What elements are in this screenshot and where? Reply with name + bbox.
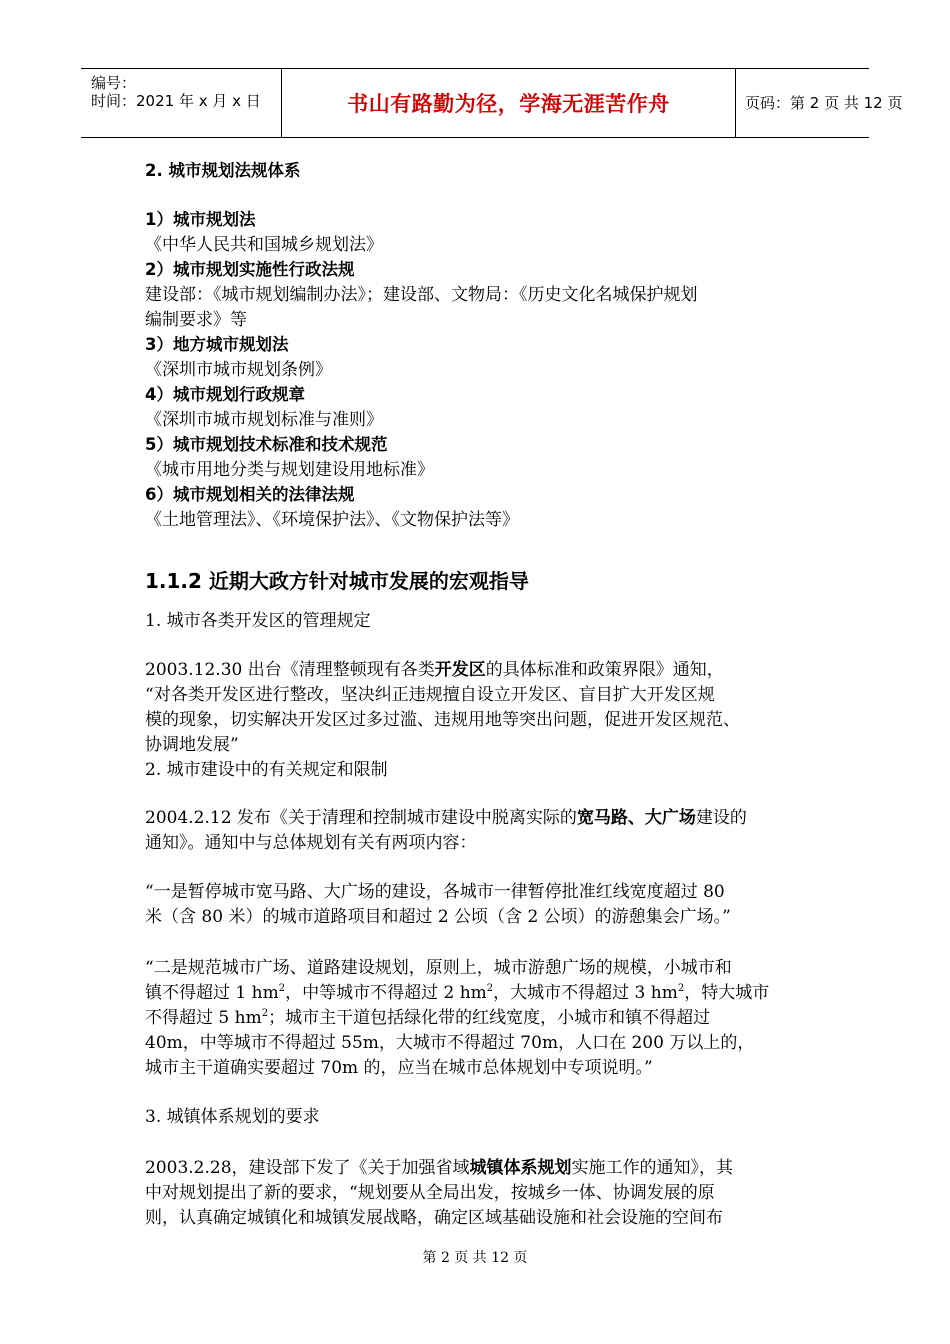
document-time-label: 时间：2021 年 x 月 x 日 xyxy=(91,92,261,110)
paragraph-line xyxy=(145,659,724,681)
quote-line: “二是规范城市广场、道路建设规划，原则上，城市游憩广场的规模，小城市和 xyxy=(145,958,732,978)
subsection-title: 1. 城市各类开发区的管理规定 xyxy=(145,611,371,631)
quote-line: 40m，中等城市不得超过 55m，大城市不得超过 70m，人口在 200 万以上的， xyxy=(145,1033,755,1053)
header-page-info: 页码：第 2 页 共 12 页 xyxy=(745,94,903,112)
paragraph-line xyxy=(145,807,747,829)
list-item-text: 《深圳市城市规划条例》 xyxy=(145,360,332,380)
list-item-text: 《城市用地分类与规划建设用地标准》 xyxy=(145,460,434,480)
superscript: 2 xyxy=(278,983,286,994)
header-motto-cell xyxy=(281,69,736,137)
quote-line: 城市主干道确实要超过 70m 的，应当在城市总体规划中专项说明。” xyxy=(145,1058,653,1078)
quote-text: ，大城市不得超过 3 hm xyxy=(493,983,678,1003)
header-page-cell xyxy=(735,69,903,137)
quote-line: 米（含 80 米）的城市道路项目和超过 2 公顷（含 2 公顷）的游憩集会广场。” xyxy=(145,907,731,927)
section-title: 2. 城市规划法规体系 xyxy=(145,161,301,180)
superscript: 2 xyxy=(677,983,685,994)
paragraph-line: 则，认真确定城镇化和城镇发展战略，确定区域基础设施和社会设施的空间布 xyxy=(145,1208,723,1228)
header-left-cell xyxy=(81,69,281,137)
paragraph-line: 模的现象，切实解决开发区过多过滥、违规用地等突出问题，促进开发区规范、 xyxy=(145,710,740,730)
quote-text: ；城市主干道包括绿化带的红线宽度，小城市和镇不得超过 xyxy=(268,1008,711,1028)
list-item-heading: 2）城市规划实施性行政法规 xyxy=(145,260,355,279)
subsection-title: 2. 城市建设中的有关规定和限制 xyxy=(145,760,388,780)
quote-line: “一是暂停城市宽马路、大广场的建设，各城市一律暂停批准红线宽度超过 80 xyxy=(145,882,725,902)
document-number-label: 编号： xyxy=(91,74,137,92)
list-item-text: 《中华人民共和国城乡规划法》 xyxy=(145,235,383,255)
quote-line xyxy=(145,1007,710,1029)
header-motto: 书山有路勤为径，学海无涯苦作舟 xyxy=(347,92,670,116)
quote-text: ，特大城市 xyxy=(684,983,770,1003)
list-item-heading: 5）城市规划技术标准和技术规范 xyxy=(145,435,388,454)
paragraph-text: 实施工作的通知》，其 xyxy=(571,1158,734,1178)
paragraph-line xyxy=(145,1157,733,1179)
list-item-text: 《深圳市城市规划标准与准则》 xyxy=(145,410,383,430)
emphasis-text: 开发区 xyxy=(434,660,486,680)
paragraph-text: 的具体标准和政策界限》通知， xyxy=(485,660,724,680)
paragraph-line: 通知》。通知中与总体规划有关有两项内容： xyxy=(145,833,477,853)
list-item-heading: 1）城市规划法 xyxy=(145,210,256,229)
paragraph-line: 中对规划提出了新的要求，“规划要从全局出发，按城乡一体、协调发展的原 xyxy=(145,1183,715,1203)
quote-text: 镇不得超过 1 hm xyxy=(145,983,279,1003)
list-item-text: 《土地管理法》、《环境保护法》、《文物保护法等》 xyxy=(145,510,519,530)
list-item-text: 编制要求》等 xyxy=(145,310,247,330)
section-heading: 1.1.2 近期大政方针对城市发展的宏观指导 xyxy=(145,569,529,593)
superscript: 2 xyxy=(486,983,494,994)
list-item-text: 建设部：《城市规划编制办法》；建设部、文物局：《历史文化名城保护规划 xyxy=(145,285,698,305)
paragraph-line: “对各类开发区进行整改，坚决纠正违规擅自设立开发区、盲目扩大开发区规 xyxy=(145,685,715,705)
list-item-heading: 4）城市规划行政规章 xyxy=(145,385,305,404)
quote-text: ，中等城市不得超过 2 hm xyxy=(285,983,487,1003)
superscript: 2 xyxy=(261,1008,269,1019)
emphasis-text: 宽马路、大广场 xyxy=(576,808,696,828)
emphasis-text: 城镇体系规划 xyxy=(469,1158,572,1178)
quote-text: 不得超过 5 hm xyxy=(145,1008,262,1028)
list-item-heading: 6）城市规划相关的法律法规 xyxy=(145,485,355,504)
paragraph-text: 建设的 xyxy=(695,808,747,828)
paragraph-text: 2004.2.12 发布《关于清理和控制城市建设中脱离实际的 xyxy=(145,808,577,828)
paragraph-line: 协调地发展” xyxy=(145,735,239,755)
paragraph-text: 2003.12.30 出台《清理整顿现有各类 xyxy=(145,660,435,680)
subsection-title: 3. 城镇体系规划的要求 xyxy=(145,1107,320,1127)
list-item-heading: 3）地方城市规划法 xyxy=(145,335,289,354)
document-header xyxy=(81,68,903,138)
paragraph-text: 2003.2.28，建设部下发了《关于加强省域 xyxy=(145,1158,470,1178)
page-footer: 第 2 页 共 12 页 xyxy=(422,1250,528,1266)
quote-line xyxy=(145,982,769,1004)
